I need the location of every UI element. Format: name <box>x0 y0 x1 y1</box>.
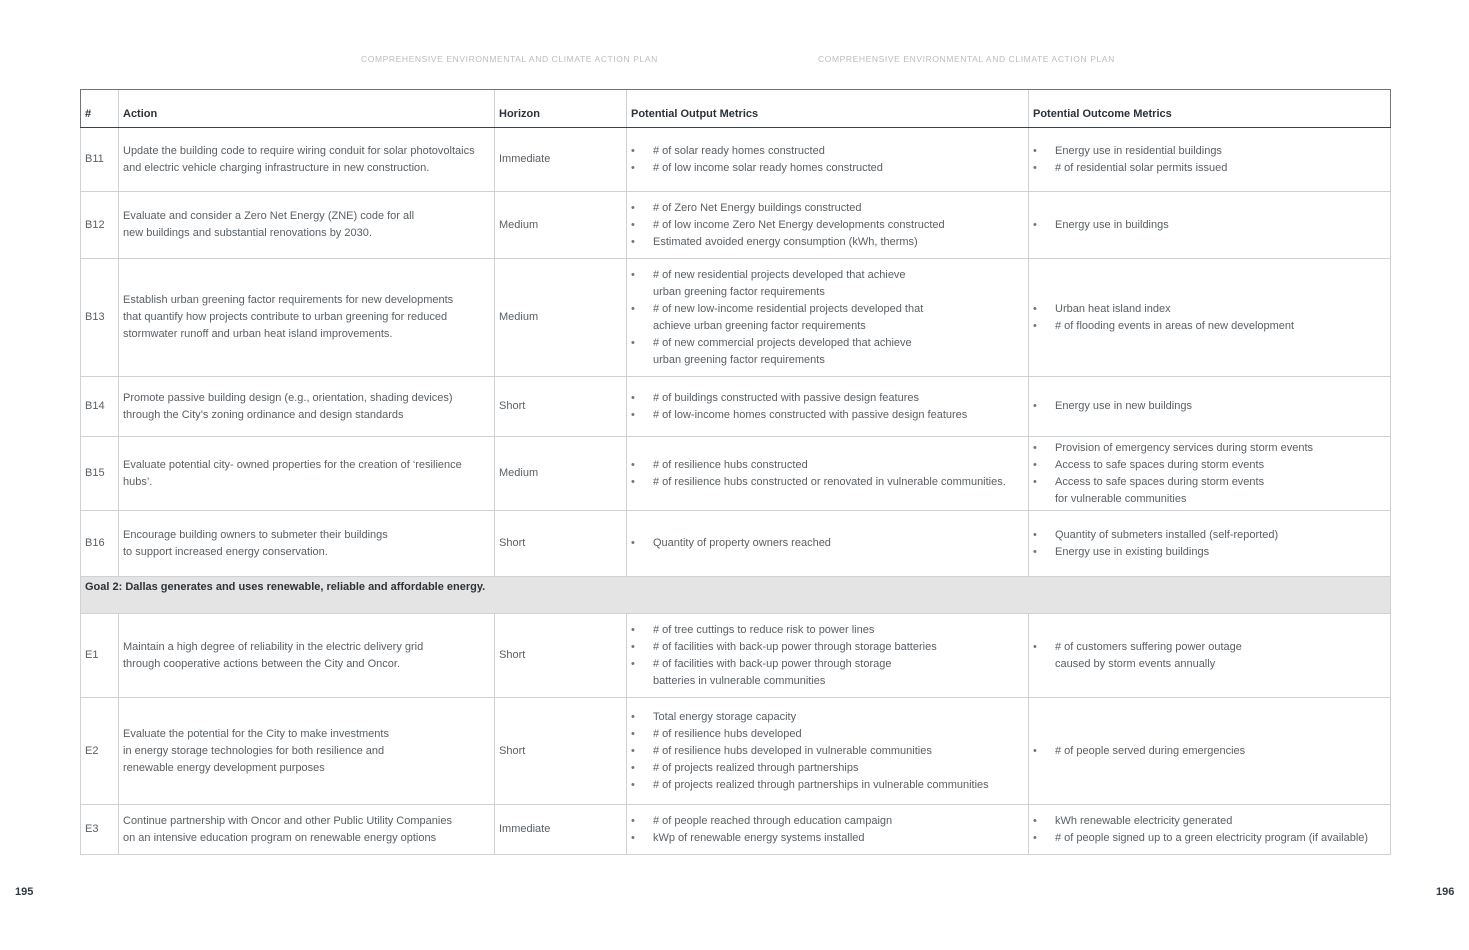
output-metrics-list-item-line: urban greening factor requirements <box>653 285 825 298</box>
horizon-cell: Medium <box>495 259 627 377</box>
output-metrics-list-item <box>631 830 1024 847</box>
horizon-cell: Medium <box>495 437 627 511</box>
action-cell <box>119 259 495 377</box>
outcome-metrics-list <box>1033 527 1386 561</box>
output-metrics-list <box>631 622 1024 690</box>
output-metrics-list <box>631 267 1024 369</box>
outcome-metrics-list-item <box>1033 527 1386 544</box>
table-row <box>81 377 1391 437</box>
table-row <box>81 259 1391 377</box>
outcome-metrics-list-item <box>1033 457 1386 474</box>
action-text <box>123 726 490 777</box>
table-row <box>81 805 1391 855</box>
outcome-metrics-list-item <box>1033 830 1386 847</box>
outcome-metrics-list-item <box>1033 318 1386 335</box>
page-number-right: 196 <box>1436 886 1455 898</box>
horizon-cell: Short <box>495 377 627 437</box>
outcome-metrics-list <box>1033 639 1386 673</box>
outcome-metrics-list-item-line: • Urban heat island index <box>1055 302 1171 315</box>
action-text-line: through cooperative actions between the City and Oncor. <box>123 657 401 670</box>
outcome-metrics-list-item-line: • Energy use in new buildings <box>1055 400 1192 412</box>
goal-row <box>81 577 1391 614</box>
outcome-metrics-list-item <box>1033 143 1386 160</box>
output-metrics-list-item <box>631 743 1024 760</box>
outcome-metrics-list-item-line: • kWh renewable electricity generated <box>1055 814 1233 827</box>
action-text-line: Establish urban greening factor requirements for new developments <box>123 294 454 306</box>
output-metrics-list-item <box>631 760 1024 777</box>
outcome-metrics-list-item-line: for vulnerable communities <box>1055 492 1187 505</box>
table-row <box>81 128 1391 192</box>
action-cell <box>119 437 495 511</box>
output-metrics-list-item <box>631 709 1024 726</box>
output-metrics-list-item <box>631 474 1024 491</box>
output-metrics-list-item-line: • # of new residential projects developed that achieve <box>653 268 906 281</box>
action-text-line: to support increased energy conservation. <box>123 545 328 558</box>
output-metrics-list-item-line: • Estimated avoided energy consumption (kWh, therms) <box>653 235 918 248</box>
output-metrics-cell <box>627 437 1029 511</box>
table-header-row <box>81 90 1391 128</box>
action-id: B12 <box>81 192 119 259</box>
action-text-line: Evaluate potential city- owned properties for the creation of ‘resilience hubs’. <box>123 458 462 488</box>
action-text-line: Update the building code to require wiring conduit for solar photovoltaics <box>123 144 475 157</box>
action-text-line: that quantify how projects contribute to urban greening for reduced <box>123 311 448 323</box>
output-metrics-list <box>631 535 1024 552</box>
output-metrics-list-item-line: • Quantity of property owners reached <box>653 537 831 549</box>
output-metrics-list-item-line: • # of solar ready homes constructed <box>653 144 825 157</box>
output-metrics-cell <box>627 128 1029 192</box>
outcome-metrics-cell <box>1029 192 1391 259</box>
action-id: E3 <box>81 805 119 855</box>
action-cell <box>119 614 495 698</box>
output-metrics-list-item <box>631 726 1024 743</box>
action-cell <box>119 377 495 437</box>
outcome-metrics-list-item-line: • Energy use in buildings <box>1055 218 1169 231</box>
action-text <box>123 457 490 491</box>
output-metrics-list-item <box>631 234 1024 251</box>
outcome-metrics-list-item-line: • # of residential solar permits issued <box>1055 161 1228 174</box>
output-metrics-cell <box>627 192 1029 259</box>
output-metrics-list-item-line: • Total energy storage capacity <box>653 710 797 723</box>
output-metrics-list-item <box>631 535 1024 552</box>
action-text-line: stormwater runoff and urban heat island improvements. <box>123 328 393 340</box>
output-metrics-cell <box>627 259 1029 377</box>
outcome-metrics-list-item-line: • Access to safe spaces during storm events <box>1055 458 1265 471</box>
outcome-metrics-cell <box>1029 128 1391 192</box>
output-metrics-list-item-line: • kWp of renewable energy systems installed <box>653 831 865 844</box>
table-row <box>81 192 1391 259</box>
horizon-cell: Medium <box>495 192 627 259</box>
action-id: B14 <box>81 377 119 437</box>
output-metrics-list-item <box>631 639 1024 656</box>
output-metrics-list-item-line: • # of projects realized through partnerships <box>653 761 859 774</box>
outcome-metrics-list-item-line: • # of people served during emergencies <box>1055 744 1246 757</box>
output-metrics-list-item-line: urban greening factor requirements <box>653 353 825 366</box>
outcome-metrics-list-item <box>1033 398 1386 415</box>
outcome-metrics-list-item-line: • # of flooding events in areas of new development <box>1055 319 1295 332</box>
outcome-metrics-list-item-line: caused by storm events annually <box>1055 657 1216 670</box>
outcome-metrics-list-item <box>1033 813 1386 830</box>
column-header-horizon: Horizon <box>495 90 627 128</box>
outcome-metrics-list-item-line: • # of people signed up to a green electricity program (if available) <box>1055 831 1369 844</box>
action-id: E2 <box>81 698 119 805</box>
output-metrics-list-item-line: • # of new low-income residential projects developed that <box>653 302 924 315</box>
outcome-metrics-list <box>1033 440 1386 508</box>
horizon-cell: Short <box>495 511 627 577</box>
table-row <box>81 698 1391 805</box>
output-metrics-list-item-line: • # of Zero Net Energy buildings constructed <box>653 201 862 214</box>
horizon-cell: Immediate <box>495 805 627 855</box>
table-row <box>81 511 1391 577</box>
output-metrics-cell <box>627 698 1029 805</box>
outcome-metrics-cell <box>1029 805 1391 855</box>
outcome-metrics-list-item-line: • Provision of emergency services during storm events <box>1055 441 1313 454</box>
output-metrics-cell <box>627 614 1029 698</box>
outcome-metrics-list-item-line: • Energy use in residential buildings <box>1055 144 1222 157</box>
table-row <box>81 614 1391 698</box>
action-text-line: new buildings and substantial renovations by 2030. <box>123 227 372 239</box>
output-metrics-cell <box>627 511 1029 577</box>
action-id: B16 <box>81 511 119 577</box>
output-metrics-list <box>631 200 1024 251</box>
horizon-cell: Immediate <box>495 128 627 192</box>
output-metrics-list-item-line: • # of people reached through education campaign <box>653 814 893 827</box>
goal-heading: Goal 2: Dallas generates and uses renewable, reliable and affordable energy. <box>81 577 1391 614</box>
output-metrics-list-item-line: • # of low income Zero Net Energy developments constructed <box>653 218 945 231</box>
output-metrics-list-item-line: • # of resilience hubs constructed or renovated in vulnerable communities. <box>653 475 1006 488</box>
action-cell <box>119 511 495 577</box>
action-cell <box>119 698 495 805</box>
action-text <box>123 527 490 561</box>
action-metrics-table <box>80 89 1391 855</box>
horizon-cell: Short <box>495 698 627 805</box>
output-metrics-list-item-line: • # of projects realized through partnerships in vulnerable communities <box>653 778 989 791</box>
outcome-metrics-list <box>1033 301 1386 335</box>
table-row <box>81 437 1391 511</box>
output-metrics-list-item <box>631 143 1024 160</box>
output-metrics-list-item <box>631 622 1024 639</box>
action-text <box>123 292 490 343</box>
outcome-metrics-list-item <box>1033 743 1386 760</box>
output-metrics-list-item-line: • # of tree cuttings to reduce risk to power lines <box>653 623 875 636</box>
output-metrics-list-item <box>631 390 1024 407</box>
outcome-metrics-cell <box>1029 614 1391 698</box>
running-header-right: COMPREHENSIVE ENVIRONMENTAL AND CLIMATE ACTION PLAN <box>818 54 1115 64</box>
outcome-metrics-list-item <box>1033 217 1386 234</box>
output-metrics-list-item <box>631 267 1024 301</box>
action-text <box>123 639 490 673</box>
action-text-line: renewable energy development purposes <box>123 761 325 774</box>
action-text-line: on an intensive education program on renewable energy options <box>123 831 437 844</box>
outcome-metrics-list <box>1033 143 1386 177</box>
output-metrics-list-item-line: achieve urban greening factor requirements <box>653 319 866 332</box>
output-metrics-list-item-line: • # of low income solar ready homes constructed <box>653 161 883 174</box>
output-metrics-list-item-line: • # of resilience hubs constructed <box>653 458 808 471</box>
action-cell <box>119 128 495 192</box>
outcome-metrics-list-item-line: • # of customers suffering power outage <box>1055 640 1242 653</box>
column-header-output-metrics: Potential Output Metrics <box>627 90 1029 128</box>
output-metrics-list-item-line: • # of facilities with back-up power through storage batteries <box>653 640 937 653</box>
column-header-action: Action <box>119 90 495 128</box>
action-text-line: Continue partnership with Oncor and other Public Utility Companies <box>123 814 452 827</box>
action-text-line: in energy storage technologies for both resilience and <box>123 744 385 757</box>
column-header-outcome-metrics: Potential Outcome Metrics <box>1029 90 1391 128</box>
output-metrics-list-item <box>631 813 1024 830</box>
output-metrics-list <box>631 813 1024 847</box>
horizon-cell: Short <box>495 614 627 698</box>
outcome-metrics-list-item <box>1033 639 1386 673</box>
action-text-line: and electric vehicle charging infrastructure in new construction. <box>123 161 430 174</box>
output-metrics-list <box>631 390 1024 424</box>
action-text <box>123 813 490 847</box>
outcome-metrics-cell <box>1029 377 1391 437</box>
output-metrics-list-item <box>631 301 1024 335</box>
output-metrics-list-item-line: • # of new commercial projects developed that achieve <box>653 336 912 349</box>
output-metrics-list-item-line: batteries in vulnerable communities <box>653 674 826 687</box>
outcome-metrics-list-item-line: • Energy use in existing buildings <box>1055 545 1210 558</box>
outcome-metrics-list-item-line: • Access to safe spaces during storm events <box>1055 475 1265 488</box>
output-metrics-list-item-line: • # of resilience hubs developed in vulnerable communities <box>653 744 932 757</box>
output-metrics-list-item <box>631 777 1024 794</box>
output-metrics-list-item <box>631 335 1024 369</box>
outcome-metrics-list-item <box>1033 160 1386 177</box>
output-metrics-list <box>631 709 1024 794</box>
outcome-metrics-cell <box>1029 259 1391 377</box>
output-metrics-list-item <box>631 200 1024 217</box>
outcome-metrics-list-item <box>1033 474 1386 508</box>
action-id: B11 <box>81 128 119 192</box>
outcome-metrics-list <box>1033 743 1386 760</box>
output-metrics-list-item <box>631 407 1024 424</box>
action-text-line: Encourage building owners to submeter their buildings <box>123 528 388 541</box>
output-metrics-list-item <box>631 217 1024 234</box>
output-metrics-list-item-line: • # of resilience hubs developed <box>653 727 802 740</box>
outcome-metrics-list-item <box>1033 440 1386 457</box>
running-header-left: COMPREHENSIVE ENVIRONMENTAL AND CLIMATE ACTION PLAN <box>361 54 658 64</box>
output-metrics-list-item-line: • # of buildings constructed with passive design features <box>653 391 919 404</box>
outcome-metrics-list <box>1033 398 1386 415</box>
action-text-line: Evaluate the potential for the City to make investments <box>123 727 389 740</box>
outcome-metrics-list <box>1033 217 1386 234</box>
column-header-number: # <box>81 90 119 128</box>
outcome-metrics-list-item-line: • Quantity of submeters installed (self-reported) <box>1055 528 1279 541</box>
outcome-metrics-cell <box>1029 511 1391 577</box>
outcome-metrics-cell <box>1029 437 1391 511</box>
page-number-left: 195 <box>15 886 34 898</box>
output-metrics-list-item <box>631 457 1024 474</box>
output-metrics-cell <box>627 805 1029 855</box>
action-text <box>123 143 490 177</box>
action-text <box>123 390 490 424</box>
outcome-metrics-cell <box>1029 698 1391 805</box>
action-id: E1 <box>81 614 119 698</box>
output-metrics-list <box>631 143 1024 177</box>
output-metrics-list-item <box>631 160 1024 177</box>
action-text-line: Promote passive building design (e.g., orientation, shading devices) <box>123 391 453 404</box>
outcome-metrics-list-item <box>1033 301 1386 318</box>
outcome-metrics-list <box>1033 813 1386 847</box>
action-text-line: through the City’s zoning ordinance and design standards <box>123 408 404 421</box>
action-cell <box>119 805 495 855</box>
output-metrics-list-item-line: • # of low-income homes constructed with passive design features <box>653 408 968 421</box>
output-metrics-list-item-line: • # of facilities with back-up power through storage <box>653 657 892 670</box>
action-cell <box>119 192 495 259</box>
output-metrics-cell <box>627 377 1029 437</box>
action-text-line: Maintain a high degree of reliability in the electric delivery grid <box>123 640 424 653</box>
action-id: B15 <box>81 437 119 511</box>
outcome-metrics-list-item <box>1033 544 1386 561</box>
action-text-line: Evaluate and consider a Zero Net Energy (ZNE) code for all <box>123 210 415 222</box>
output-metrics-list <box>631 457 1024 491</box>
output-metrics-list-item <box>631 656 1024 690</box>
action-text <box>123 208 490 242</box>
action-id: B13 <box>81 259 119 377</box>
